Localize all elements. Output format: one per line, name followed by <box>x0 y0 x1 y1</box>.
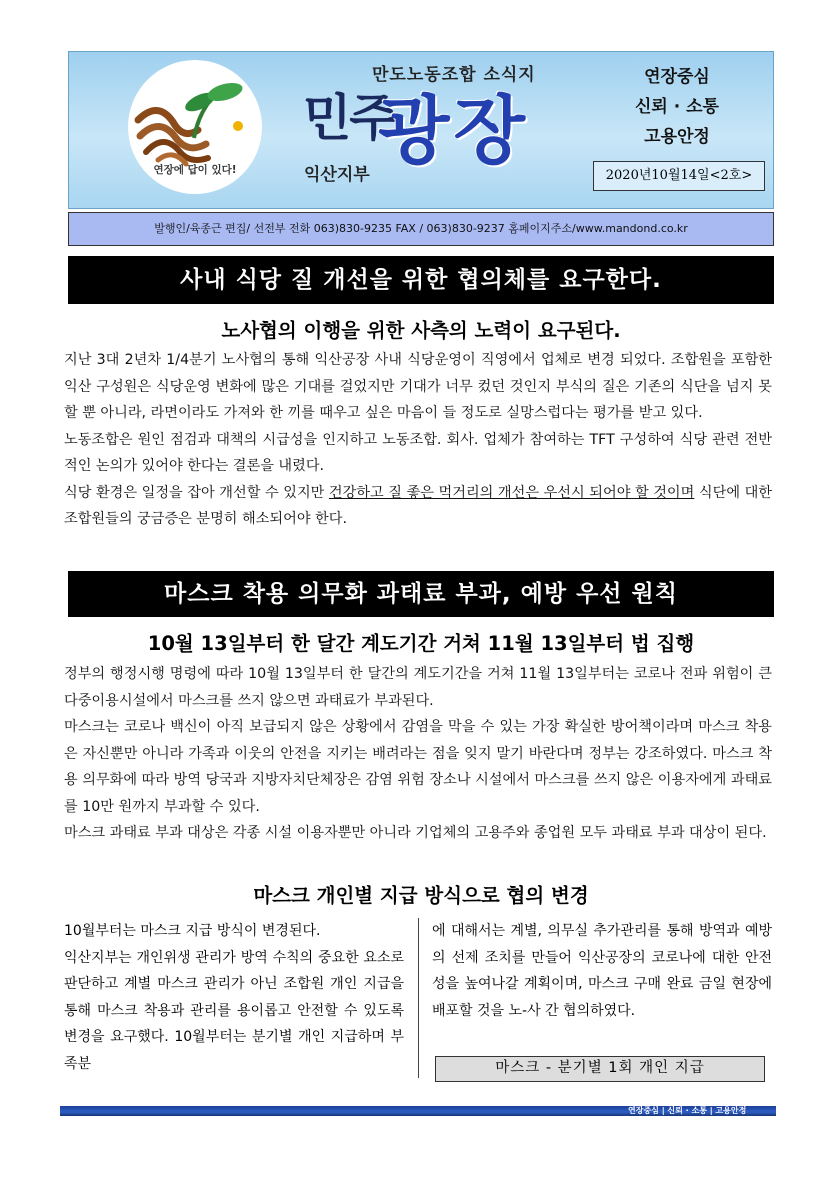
article3-left-column <box>64 918 404 1077</box>
underlined-emphasis: 건강하고 질 좋은 먹거리의 개선은 우선시 되어야 할 것이며 <box>328 484 695 501</box>
mask-distribution-note: 마스크 - 분기별 1회 개인 지급 <box>435 1056 765 1082</box>
article2-headline: 마스크 착용 의무화 과태료 부과, 예방 우선 원칙 <box>68 571 774 617</box>
article1-headline: 사내 식당 질 개선을 위한 협의체를 요구한다. <box>68 256 774 304</box>
paragraph: 노동조합은 원인 점검과 대책의 시급성을 인지하고 노동조합. 회사. 업체가 참여하는 TFT 구성하여 식당 관련 전반적인 논의가 있어야 한다는 결론을 내렸다. <box>64 431 772 474</box>
newsletter-title-part1: 민주 <box>303 89 396 147</box>
paragraph-text: 식단에 대한 조합원들의 궁금증은 분명히 해소되어야 한다. <box>64 484 772 527</box>
slogan-line: 연장중심 <box>644 67 710 87</box>
paragraph: 지난 3대 2년차 1/4분기 노사협의 통해 익산공장 사내 식당운영이 직영에서 업체로 변경 되었다. 조합원을 포함한 익산 구성원은 식당운영 변화에 많은 기대를 걸었지만 기대가 너무 컸던 것인지 부식의 질은 기존의 식단을 넘지 못할 뿐 아니라, 라면이라도 가져와 한 끼를 때우고 싶은 마음이 들 정도로 실망스럽다는 평가를 받고 있다. <box>64 352 772 421</box>
paragraph: 10월부터는 마스크 지급 방식이 변경된다. <box>64 923 321 939</box>
paragraph: 마스크는 코로나 백신이 아직 보급되지 않은 상황에서 감염을 막을 수 있는 가장 확실한 방어책이라며 마스크 착용은 자신뿐만 아니라 가족과 이웃의 안전을 지키는 배려라는 점을 잊지 말기 바란다며 정부는 강조하였다. 마스크 착용 의무화에 따라 방역 당국과 지방자치단체장은 감염 위험 장소나 시설에서 마스크를 쓰지 않은 이용자에게 과태료를 10만 원까지 부과할 수 있다. <box>64 719 772 815</box>
article1-subheadline: 노사협의 이행을 위한 사측의 노력이 요구된다. <box>221 319 621 342</box>
article3-subheadline: 마스크 개인별 지급 방식으로 협의 변경 <box>253 884 589 907</box>
article2-subheadline: 10월 13일부터 한 달간 계도기간 거쳐 11월 13일부터 법 집행 <box>147 632 695 655</box>
paragraph: 에 대해서는 계별, 의무실 추가관리를 통해 방역과 예방의 선제 조치를 만들어 익산공장의 코로나에 대한 안전성을 높여나갈 계획이며, 마스크 구매 완료 금일 현장에 배포할 것을 노-사 간 협의하였다. <box>432 923 772 1019</box>
slogan-line: 신뢰 · 소통 <box>635 97 719 117</box>
paragraph: 익산지부는 개인위생 관리가 방역 수칙의 중요한 요소로 판단하고 계별 마스크 관리가 아닌 조합원 개인 지급을 통해 마스크 착용과 관리를 용이롭고 안전할 수 있도록 변경을 요구했다. 10월부터는 분기별 개인 지급하며 부족분 <box>64 949 404 1072</box>
slogan-block <box>612 62 742 152</box>
article2-body <box>64 661 772 847</box>
article3-right-column <box>432 918 772 1024</box>
logo-caption: 연장에 답이 있다! <box>153 164 237 176</box>
paragraph: 정부의 행정시행 명령에 따라 10월 13일부터 한 달간의 계도기간을 거쳐 11월 13일부터는 코로나 전파 위험이 큰 다중이용시설에서 마스크를 쓰지 않으면 과태료가 부과된다. <box>64 666 772 709</box>
paragraph <box>64 480 772 533</box>
slogan-line: 고용안정 <box>644 127 710 147</box>
publisher-info-bar: 발행인/육종근 편집/ 선전부 전화 063)830-9235 FAX / 063)830-9237 홈페이지주소/www.mandond.co.kr <box>68 212 774 246</box>
footer-slogan-tag: 연장중심 | 신뢰 · 소통 | 고용안정 <box>628 1106 747 1115</box>
newsletter-title-part2: 광장 <box>378 88 529 174</box>
issue-date-box: 2020년10월14일<2호> <box>593 161 765 191</box>
paragraph: 마스크 과태료 부과 대상은 각종 시설 이용자뿐만 아니라 기업체의 고용주와 종업원 모두 과태료 부과 대상이 된다. <box>64 825 767 841</box>
branch-name: 익산지부 <box>304 165 370 185</box>
column-divider <box>418 918 419 1078</box>
article1-body <box>64 347 772 533</box>
paragraph-text: 식당 환경은 일정을 잡아 개선할 수 있지만 <box>64 484 329 501</box>
newsletter-supertitle: 만도노동조합 소식지 <box>372 65 536 85</box>
